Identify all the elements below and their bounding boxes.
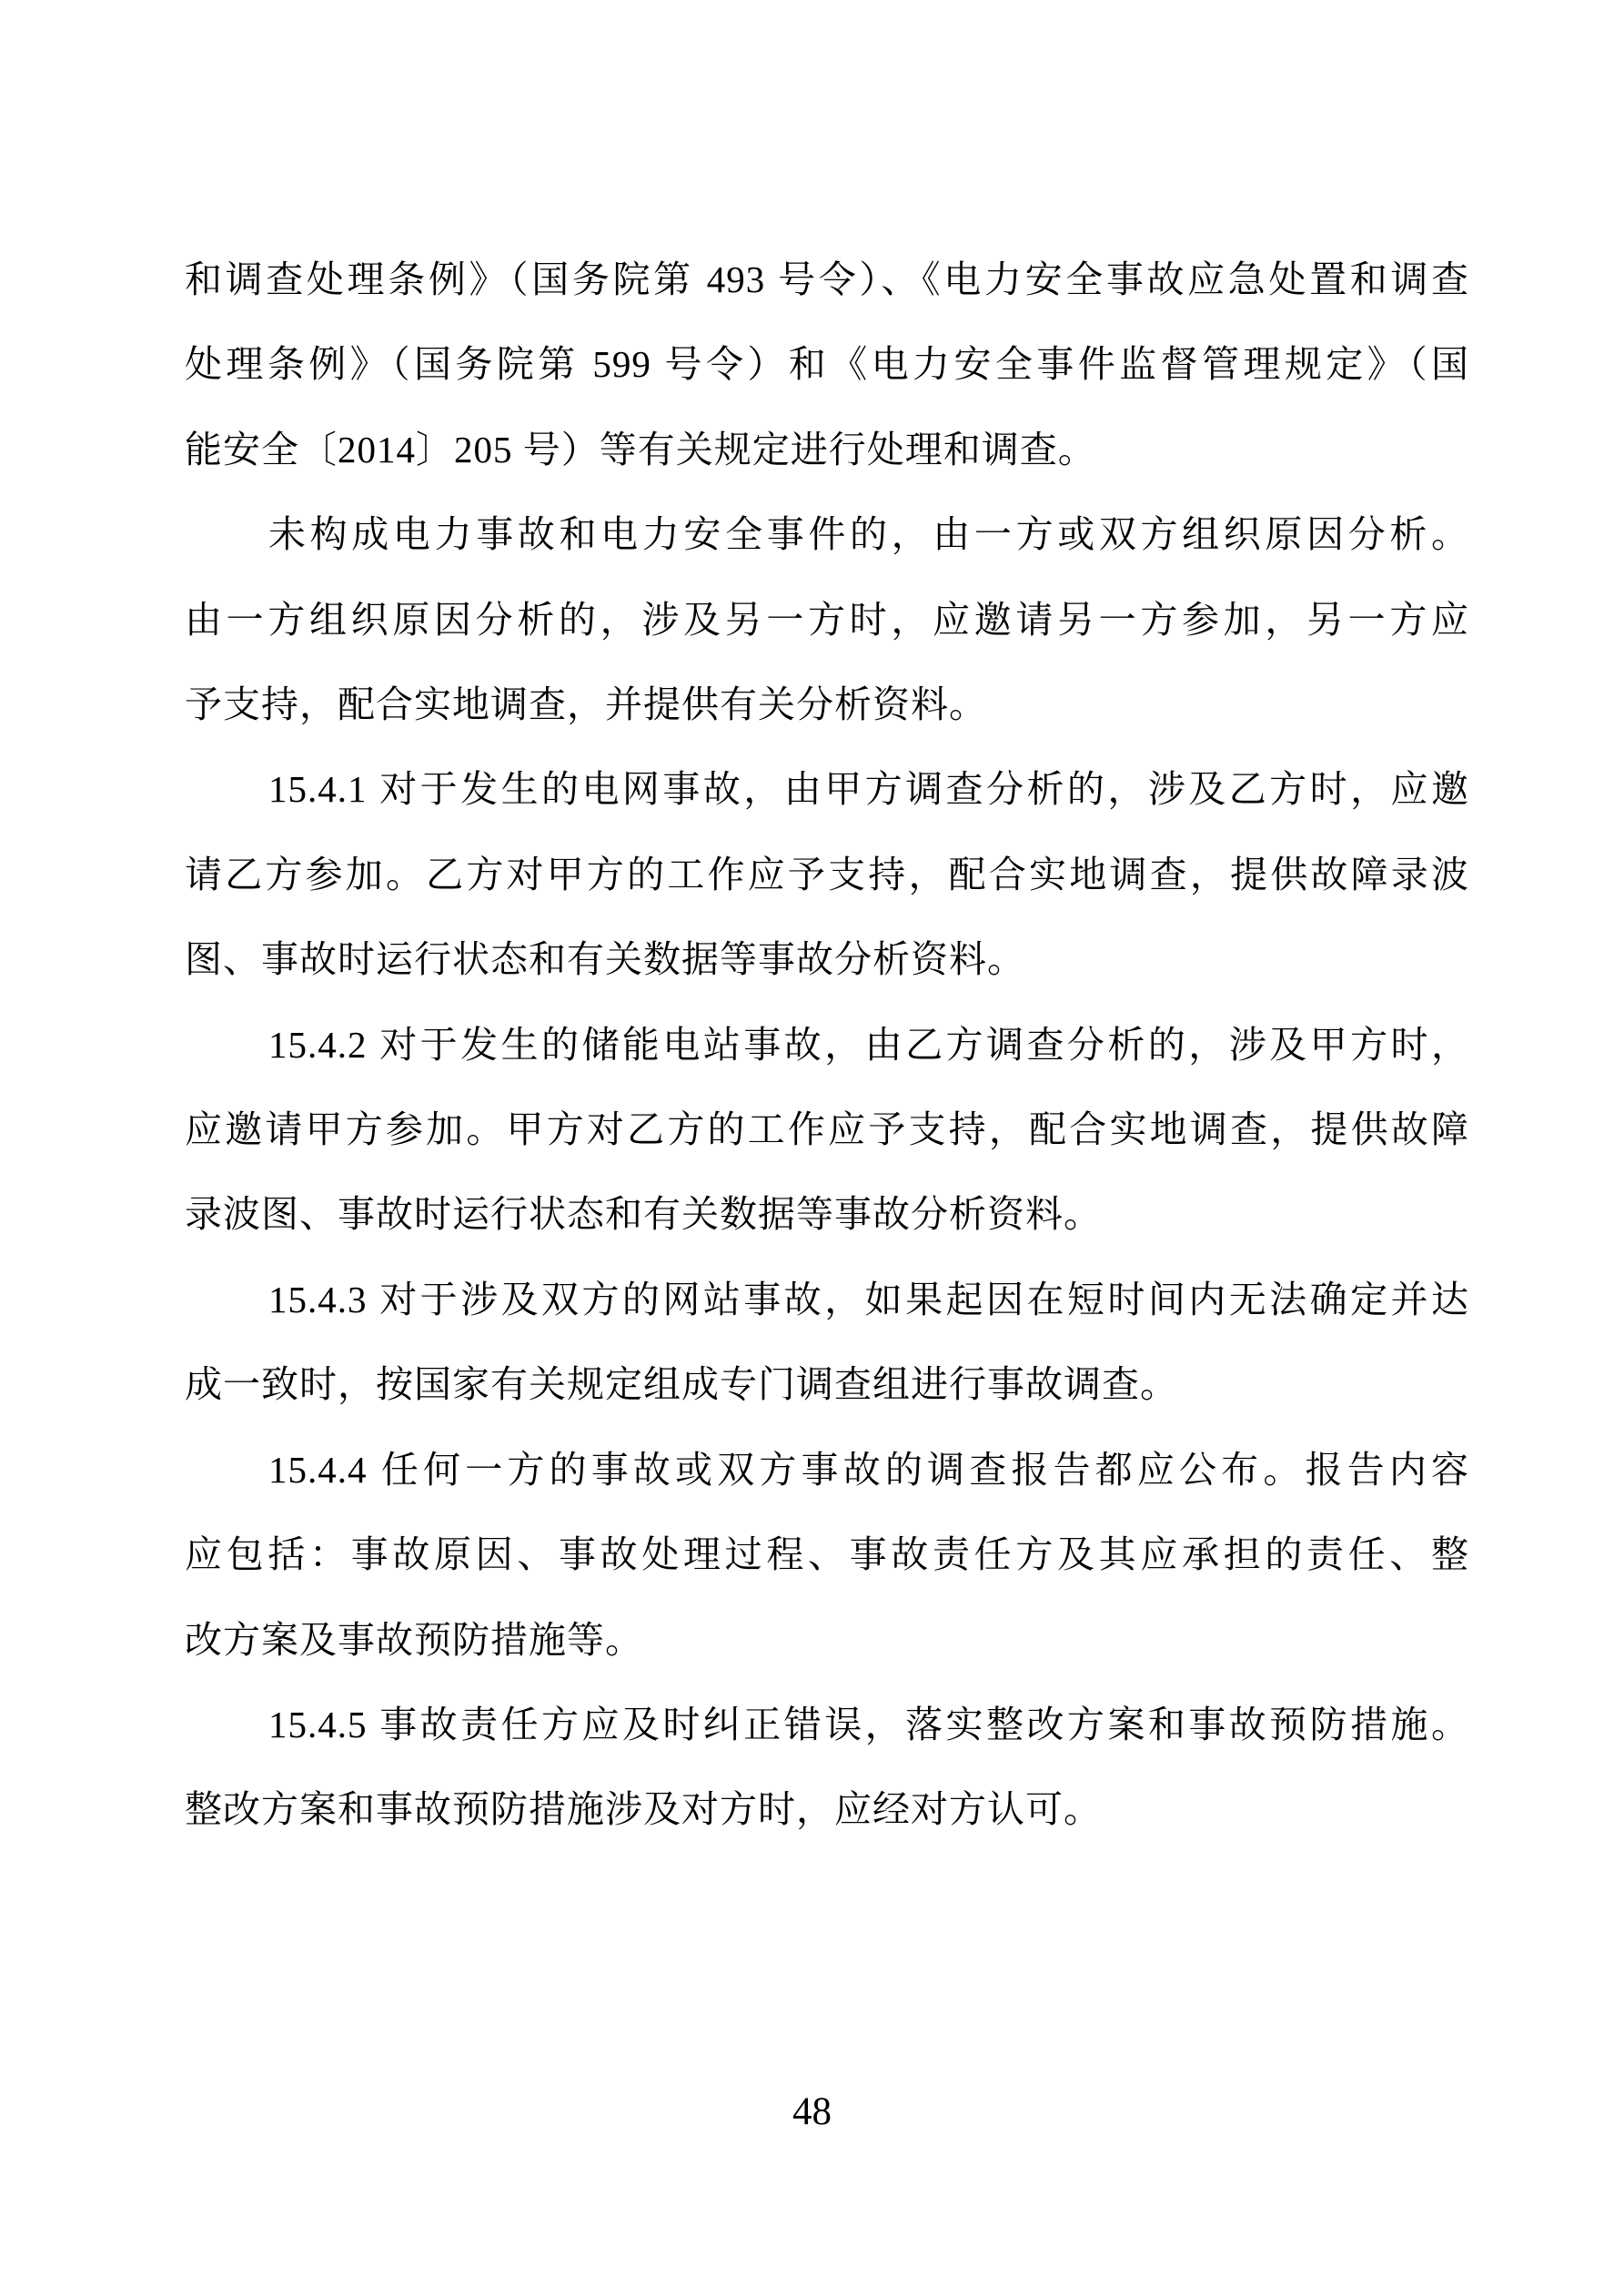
text-line: 成一致时，按国家有关规定组成专门调查组进行事故调查。 [185, 1363, 1178, 1406]
text-line: 由一方组织原因分析的，涉及另一方时，应邀请另一方参加，另一方应 [185, 598, 1469, 641]
text-line: 处理条例》（国务院第 599 号令）和《电力安全事件监督管理规定》（国 [185, 343, 1469, 386]
text-line: 应包括：事故原因、事故处理过程、事故责任方及其应承担的责任、整 [185, 1533, 1469, 1576]
text-line-section-15-4-1: 15.4.1 对于发生的电网事故，由甲方调查分析的，涉及乙方时，应邀 [268, 768, 1469, 811]
text-line: 录波图、事故时运行状态和有关数据等事故分析资料。 [185, 1193, 1102, 1236]
text-line: 未构成电力事故和电力安全事件的，由一方或双方组织原因分析。 [268, 513, 1469, 556]
text-line-section-15-4-5: 15.4.5 事故责任方应及时纠正错误，落实整改方案和事故预防措施。 [268, 1703, 1469, 1745]
text-line-section-15-4-2: 15.4.2 对于发生的储能电站事故，由乙方调查分析的，涉及甲方时， [268, 1023, 1469, 1066]
contract-text-block [185, 238, 1469, 1853]
text-line: 改方案及事故预防措施等。 [185, 1618, 643, 1661]
text-line: 图、事故时运行状态和有关数据等事故分析资料。 [185, 938, 1025, 981]
text-line: 整改方案和事故预防措施涉及对方时，应经对方认可。 [185, 1788, 1102, 1831]
text-line: 请乙方参加。乙方对甲方的工作应予支持，配合实地调查，提供故障录波 [185, 853, 1469, 895]
page-footer [0, 2089, 1624, 2135]
text-line: 能安全〔2014〕205 号）等有关规定进行处理和调查。 [185, 428, 1096, 470]
text-line-section-15-4-4: 15.4.4 任何一方的事故或双方事故的调查报告都应公布。报告内容 [268, 1448, 1469, 1491]
text-line: 和调查处理条例》（国务院第 493 号令）、《电力安全事故应急处置和调查 [185, 258, 1469, 300]
page-number: 48 [792, 2090, 832, 2133]
text-line: 予支持，配合实地调查，并提供有关分析资料。 [185, 683, 987, 726]
text-line: 应邀请甲方参加。甲方对乙方的工作应予支持，配合实地调查，提供故障 [185, 1108, 1469, 1151]
text-line-section-15-4-3: 15.4.3 对于涉及双方的网站事故，如果起因在短时间内无法确定并达 [268, 1278, 1469, 1320]
